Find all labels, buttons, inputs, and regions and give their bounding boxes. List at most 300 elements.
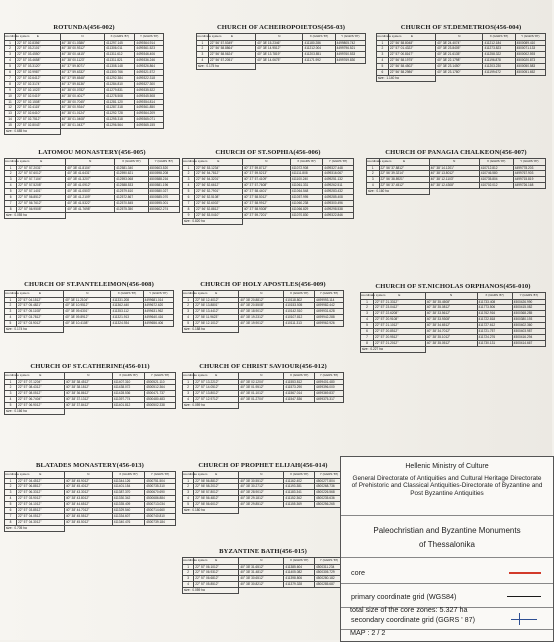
table-cell: 411385.604: [284, 564, 315, 570]
table-cell: 40° 38' 41.6431": [66, 171, 115, 177]
table-cell: 40° 38' 20.5508": [239, 303, 284, 309]
table-cell: 40° 38' 15.2346": [256, 40, 303, 46]
table-cell: 22° 57' 04.3012": [16, 519, 64, 525]
table-cell: 40° 38' 24.4074": [436, 40, 483, 46]
core-swatch: [509, 572, 541, 574]
table-cell: 40° 38' 13.7819": [256, 52, 303, 58]
table-cell: 22° 56' 11.9623": [194, 315, 239, 321]
column-header: E: [379, 159, 429, 166]
site-title: CHURCH OF ST.CATHERINE(456-011): [30, 363, 150, 370]
table-row: [183, 303, 344, 309]
table-cell: 9: [183, 212, 195, 218]
table-cell: 4500403.987: [512, 329, 545, 335]
column-header: X (GGRS '87): [112, 373, 144, 380]
table-cell: 22° 57' 03.3120": [16, 64, 61, 70]
column-header: N: [239, 558, 284, 565]
table-cell: 40° 38' 01.1012": [239, 391, 284, 397]
table-cell: 40° 38' 30.5512": [239, 478, 284, 484]
table-cell: 40° 38' 43.8012": [64, 496, 112, 502]
area-spacer: [64, 409, 175, 415]
table-cell: 2: [197, 46, 209, 52]
table-cell: 22° 57' 20.9108": [373, 317, 425, 323]
table-cell: 2: [183, 303, 194, 309]
table-cell: 22° 57' 21.3312": [373, 299, 425, 305]
table-cell: 22° 57' 02.8043": [16, 123, 61, 129]
table-cell: 4499322.846: [323, 212, 354, 218]
site-title: CHURCH OF ST.NICHOLAS ORPHANOS(456-010): [375, 283, 531, 290]
table-cell: 411353.112: [111, 309, 143, 315]
table-cell: 40° 38' 18.9012": [239, 309, 284, 315]
column-header: N: [239, 373, 284, 380]
table-cell: 4500714.660: [145, 508, 176, 514]
table-cell: 40° 38' 22.1798": [436, 58, 483, 64]
area-row: [361, 346, 546, 352]
column-header: N: [242, 159, 290, 166]
table-cell: 22° 57' 57.5208": [17, 183, 66, 189]
table-cell: 22° 57' 21.1012": [373, 323, 425, 329]
table-cell: 6: [5, 508, 17, 514]
table-cell: 2: [5, 46, 16, 52]
table-cell: 22° 57' 06.6812": [194, 576, 239, 582]
table-cell: 4: [5, 58, 16, 64]
column-header: N: [429, 159, 479, 166]
column-header: Y (GGRS '87): [512, 293, 545, 300]
area-spacer: [60, 129, 163, 135]
table-cell: 411330.342: [112, 496, 144, 502]
ministry-header: [341, 457, 553, 497]
legend-divider: [341, 515, 553, 516]
table-cell: 3: [183, 490, 194, 496]
table-cell: 4499369.837: [315, 391, 344, 397]
table-cell: 40° 38' 34.6512": [425, 323, 477, 329]
table-cell: 5: [5, 502, 17, 508]
table-cell: 4500089.410: [515, 40, 545, 46]
table-row: [5, 123, 164, 129]
table-cell: 40° 38' 41.7698": [66, 206, 115, 212]
coordinate-table: [182, 290, 344, 333]
table-cell: 4: [183, 183, 195, 189]
table-cell: 411193.381: [284, 484, 315, 490]
table-cell: 411281.120: [105, 99, 135, 105]
table-cell: 411722.818: [477, 317, 512, 323]
table-cell: 2: [183, 171, 195, 177]
table-cell: 22° 56' 52.5108": [194, 195, 242, 201]
column-header: coordinate system: [5, 291, 30, 295]
table-cell: 412572.867: [115, 195, 148, 201]
column-header: coordinate system: [5, 472, 30, 476]
table-cell: 3: [183, 576, 194, 582]
column-header: E: [16, 472, 64, 479]
site-title: LATOMOU MONASTERY(456-005): [38, 149, 146, 156]
table-cell: 3: [377, 52, 389, 58]
table-cell: 22° 57' 02.8356": [16, 40, 61, 46]
table-row: [5, 105, 164, 111]
table-cell: 4499298.538: [323, 206, 354, 212]
table-cell: 4500268.736: [315, 484, 344, 490]
column-header: Y (GGRS '87): [148, 159, 180, 166]
table-cell: 22° 57' 03.4658": [16, 58, 61, 64]
table-cell: 22° 56' 57.2051": [208, 58, 255, 64]
table-cell: 11: [5, 99, 16, 105]
column-header: E: [16, 373, 64, 380]
column-header: N: [64, 373, 112, 380]
table-cell: 6: [5, 195, 17, 201]
table-cell: 411401.812: [112, 403, 144, 409]
table-cell: 411721.757: [477, 329, 512, 335]
table-cell: 411324.934: [111, 321, 143, 327]
table-cell: 12: [5, 105, 16, 111]
area-row: [5, 212, 180, 218]
table-cell: 2: [367, 171, 380, 177]
table-cell: 4500256.265: [315, 502, 344, 508]
table-cell: 40° 38' 44.7012": [64, 508, 112, 514]
table-cell: 40° 38' 41.0503": [66, 189, 115, 195]
table-cell: 40° 37' 59.8712": [242, 165, 290, 171]
table-row: [183, 576, 344, 582]
table-cell: 40° 38' 36.8612": [64, 391, 112, 397]
secondary-grid-label: secondary coordinate grid (GGRS ' 87): [351, 615, 476, 624]
table-cell: 40° 38' 37.8412": [64, 403, 112, 409]
table-cell: 411331.208: [111, 297, 143, 303]
table-cell: 40° 37' 59.5213": [242, 171, 290, 177]
table-cell: 22° 56' 57.5349": [208, 40, 255, 46]
table-cell: 22° 57' 02.0419": [16, 93, 61, 99]
table-cell: 40° 37' 57.4109": [242, 177, 290, 183]
table-cell: 411258.322: [483, 52, 515, 58]
table-cell: 22° 57' 57.2031": [17, 165, 66, 171]
column-header: coordinate system: [183, 291, 208, 295]
table-cell: 1: [5, 478, 17, 484]
table-cell: 7: [5, 513, 17, 519]
area-value: size : 0.188 ha: [183, 327, 239, 333]
table-cell: 4499316.067: [323, 171, 354, 177]
table-cell: 40° 38' 45.5512": [64, 513, 112, 519]
table-cell: 22° 56' 13.4412": [194, 309, 239, 315]
table-cell: 4: [5, 397, 17, 403]
directorate-text: General Directorate of Antiquities and Cultural Heritage Directorate of Prehistoric and Classical Antiquities-Directorate of Byzantine and Post Byzantine Antiquities: [351, 474, 543, 497]
table-cell: 22° 57' 06.8812": [16, 484, 64, 490]
site-block: [4, 281, 174, 333]
table-cell: 40° 38' 43.3012": [64, 490, 112, 496]
table-cell: 411279.831: [105, 87, 135, 93]
table-row: [5, 52, 164, 58]
table-cell: 4499778.203: [513, 165, 545, 171]
site-title: ROTUNDA(456-002): [53, 24, 115, 31]
table-cell: 412593.068: [115, 177, 148, 183]
table-cell: 4499335.522: [135, 87, 164, 93]
secondary-grid-swatch: [511, 619, 537, 620]
table-cell: 4500598.208: [148, 171, 180, 177]
table-cell: 4: [5, 315, 17, 321]
column-header: E: [16, 34, 61, 41]
table-cell: 4499396.000: [315, 385, 344, 391]
table-cell: 4499361.523: [135, 46, 164, 52]
column-header: coordinate system: [367, 159, 392, 163]
table-cell: 22° 56' 54.7812": [194, 171, 242, 177]
site-block: [182, 149, 354, 225]
table-cell: 40° 38' 14.9512": [256, 46, 303, 52]
table-cell: 1: [5, 165, 17, 171]
table-cell: 40° 38' 38.1812": [64, 385, 112, 391]
table-cell: 22° 56' 58.5624": [208, 52, 255, 58]
table-cell: 3: [5, 490, 17, 496]
column-header: Y (GGRS '87): [315, 558, 344, 565]
table-cell: 411196.878: [483, 58, 515, 64]
table-cell: 3: [183, 177, 195, 183]
table-cell: 4500521.110: [145, 379, 176, 385]
table-cell: 22° 56' 54.3201": [194, 177, 242, 183]
table-cell: 40° 38' 35.0812": [425, 305, 477, 311]
table-cell: 22° 57' 20.9512": [373, 334, 425, 340]
table-cell: 411064.548: [290, 189, 322, 195]
column-header: Y (GGRS '87): [135, 34, 164, 41]
table-cell: 22° 56' 58.8048": [388, 40, 435, 46]
table-cell: 411401.154: [112, 484, 144, 490]
column-header: X (GGRS '87): [303, 34, 335, 41]
column-header: coordinate system: [5, 373, 30, 377]
table-cell: 22° 57' 03.9012": [16, 321, 63, 327]
table-cell: 411296.564: [105, 123, 135, 129]
core-label: core: [351, 568, 365, 577]
table-cell: 4499942.288: [315, 315, 344, 321]
table-cell: 3: [197, 52, 209, 58]
table-row: [183, 297, 344, 303]
table-cell: 40° 37' 58.9308": [242, 206, 290, 212]
table-cell: 4499631.962: [143, 309, 173, 315]
table-row: [183, 502, 344, 508]
table-cell: 411183.341: [284, 490, 315, 496]
table-cell: 40° 37' 58.4401": [242, 189, 290, 195]
table-cell: 40° 38' 00.1123": [60, 58, 105, 64]
table-cell: 4499361.850: [135, 105, 164, 111]
site-title: BYZANTINE BATH(456-015): [219, 548, 307, 555]
table-cell: 4500603.520: [148, 165, 180, 171]
table-cell: 4499715.819: [513, 177, 545, 183]
table-cell: 2: [183, 484, 194, 490]
table-cell: 1: [197, 40, 209, 46]
table-cell: 4499322.318: [135, 75, 164, 81]
table-cell: 411438.072: [112, 385, 144, 391]
table-cell: 4500735.310: [145, 484, 176, 490]
column-header: coordinate system: [183, 558, 208, 562]
table-cell: 4: [5, 183, 17, 189]
column-header: coordinate system: [197, 34, 222, 38]
area-spacer: [256, 64, 366, 70]
table-cell: 6: [183, 195, 195, 201]
table-cell: 22° 57' 02.1023": [16, 87, 61, 93]
column-header: Y (GGRS '87): [315, 472, 344, 479]
area-value: size : 0.180 ha: [183, 508, 239, 514]
table-cell: 411300.766: [105, 70, 135, 76]
table-cell: 4499283.432: [323, 189, 354, 195]
column-header: X (GGRS '87): [105, 34, 135, 41]
table-cell: 22° 57' 22.6208": [373, 311, 425, 317]
table-cell: 412575.350: [115, 206, 148, 212]
table-cell: 22° 56' 52.6002": [194, 200, 242, 206]
table-cell: 4499401.480: [315, 379, 344, 385]
table-cell: 4499336.246: [135, 58, 164, 64]
table-cell: 40° 38' 00.0782": [60, 87, 105, 93]
table-cell: 40° 38' 01.0437": [60, 123, 105, 129]
table-row: [5, 99, 164, 105]
table-row: [5, 58, 164, 64]
column-header: X (GGRS '87): [284, 472, 315, 479]
table-cell: 411060.238: [290, 200, 322, 206]
table-cell: 22° 56' 58.4502": [388, 64, 435, 70]
area-row: [183, 327, 344, 333]
table-cell: 410735.804: [479, 177, 513, 183]
table-cell: 3: [367, 177, 380, 183]
table-cell: 5: [361, 323, 374, 329]
table-row: [5, 64, 164, 70]
table-cell: 40° 38' 38.4512": [64, 379, 112, 385]
primary-grid-label: primary coordinate grid (WGS84): [351, 592, 457, 601]
table-cell: 1: [361, 299, 374, 305]
table-cell: 4500368.285: [512, 311, 545, 317]
table-cell: 22° 57' 04.1512": [16, 297, 63, 303]
table-cell: 411212.004: [303, 46, 335, 52]
table-cell: 4500502.338: [145, 403, 176, 409]
table-cell: 4500739.184: [145, 519, 176, 525]
site-title: BLATADES MONASTERY(456-013): [36, 462, 144, 469]
table-cell: 411199.672: [483, 70, 515, 76]
table-cell: 4500740.810: [145, 513, 176, 519]
table-cell: 3: [5, 309, 17, 315]
table-cell: 22° 56' 56.6012": [194, 502, 239, 508]
table-row: [183, 321, 344, 327]
table-cell: 8: [361, 340, 374, 346]
column-header: E: [208, 34, 255, 41]
site-title: CHURCH OF CHRIST SAVIOUR(456-012): [199, 363, 327, 370]
table-cell: 40° 38' 00.7045": [60, 99, 105, 105]
table-cell: 4: [5, 496, 17, 502]
table-cell: 4: [197, 58, 209, 64]
table-cell: 22° 56' 52.7901": [194, 189, 242, 195]
table-cell: 40° 38' 31.4812": [239, 570, 284, 576]
area-row: [5, 327, 174, 333]
table-cell: 40° 37' 57.7608": [242, 183, 290, 189]
area-value: size : 0.685 ha: [5, 129, 61, 135]
table-cell: 40° 38' 01.2704": [239, 397, 284, 403]
table-row: [183, 309, 344, 315]
table-cell: 22° 56' 56.4812": [194, 496, 239, 502]
area-value: size : 0.175 ha: [197, 64, 256, 70]
table-cell: 4: [183, 496, 194, 502]
column-header: E: [194, 159, 242, 166]
table-cell: 411292.384: [105, 75, 135, 81]
table-cell: 40° 38' 35.1012": [425, 334, 477, 340]
table-cell: 10: [5, 93, 16, 99]
table-cell: 411727.612: [477, 323, 512, 329]
table-cell: 22° 57' 02.6410": [16, 111, 61, 117]
table-cell: 8: [5, 81, 16, 87]
table-cell: 7: [361, 334, 374, 340]
site-block: [182, 548, 344, 594]
table-cell: 411292.728: [105, 111, 135, 117]
table-cell: 4499726.168: [513, 183, 545, 189]
area-value: size : 0.059 ha: [183, 403, 239, 409]
table-cell: 4499321.572: [135, 70, 164, 76]
table-cell: 411155.369: [284, 502, 315, 508]
table-cell: 4499962.926: [315, 321, 344, 327]
map-number: MAP : 2 / 2: [350, 628, 386, 637]
table-cell: 4500414.667: [512, 340, 545, 346]
coordinate-table: [4, 158, 180, 219]
table-cell: 4499251.132: [323, 177, 354, 183]
coordinate-table: [182, 471, 344, 514]
table-cell: 40° 37' 59.8071": [60, 64, 105, 70]
table-cell: 40° 38' 23.8405": [436, 46, 483, 52]
table-cell: 4500426.990: [512, 299, 545, 305]
area-row: [5, 409, 176, 415]
table-cell: 40° 38' 00.9344": [60, 105, 105, 111]
area-value: size : 0.055 ha: [5, 212, 66, 218]
table-cell: 22° 56' 53.0410": [194, 212, 242, 218]
table-cell: 40° 38' 00.4415": [60, 52, 105, 58]
table-cell: 411152.362: [284, 496, 315, 502]
table-row: [5, 93, 164, 99]
table-cell: 8: [183, 206, 195, 212]
table-cell: 40° 38' 23.1780": [436, 70, 483, 76]
table-cell: 22° 56' 56.8812": [194, 478, 239, 484]
table-row: [5, 70, 164, 76]
table-cell: 4499262.511: [323, 183, 354, 189]
area-spacer: [239, 508, 344, 514]
table-cell: 411278.508: [105, 93, 135, 99]
column-header: X (GGRS '87): [111, 291, 143, 298]
table-cell: 411730.131: [477, 340, 512, 346]
table-cell: 411407.310: [112, 379, 144, 385]
table-cell: 22° 57' 08.4312": [16, 385, 64, 391]
table-row: [5, 40, 164, 46]
table-cell: 40° 38' 29.8512": [239, 502, 284, 508]
site-block: [4, 24, 164, 135]
table-cell: 4500480.483: [145, 397, 176, 403]
table-cell: 22° 57' 02.1508": [16, 99, 61, 105]
column-header: Y (GGRS '87): [145, 472, 176, 479]
table-cell: 22° 56' 37.4512": [379, 183, 429, 189]
table-cell: 5: [5, 189, 17, 195]
table-row: [183, 379, 344, 385]
table-cell: 3: [361, 311, 374, 317]
table-cell: 2: [361, 305, 374, 311]
table-cell: 22° 57' 02.3174": [16, 81, 61, 87]
table-cell: 1: [5, 297, 17, 303]
column-header: E: [388, 34, 435, 41]
table-cell: 410142.510: [284, 309, 315, 315]
table-cell: 5: [183, 189, 195, 195]
table-cell: 411428.536: [112, 391, 144, 397]
coordinate-table: [366, 158, 546, 195]
table-cell: 4500402.360: [512, 323, 545, 329]
table-cell: 22° 57' 01.4322": [388, 46, 435, 52]
table-cell: 22° 57' 03.2101": [16, 46, 61, 52]
table-cell: 4: [183, 397, 194, 403]
primary-grid-swatch: [507, 596, 541, 597]
table-cell: 411203.851: [303, 52, 335, 58]
table-cell: 40° 38' 19.2312": [239, 315, 284, 321]
table-cell: 40° 38' 41.0912": [66, 183, 115, 189]
table-cell: 22° 56' 58.2012": [194, 484, 239, 490]
table-cell: 3: [183, 391, 194, 397]
legend-divider: [341, 557, 553, 558]
total-size-label: total size of the core zones: 5.327 ha: [350, 605, 468, 614]
ministry-name: Hellenic Ministry of Culture: [405, 463, 489, 470]
table-cell: 1: [367, 165, 380, 171]
table-cell: 4500416.294: [512, 334, 545, 340]
table-row: [5, 81, 164, 87]
table-row: [183, 490, 344, 496]
